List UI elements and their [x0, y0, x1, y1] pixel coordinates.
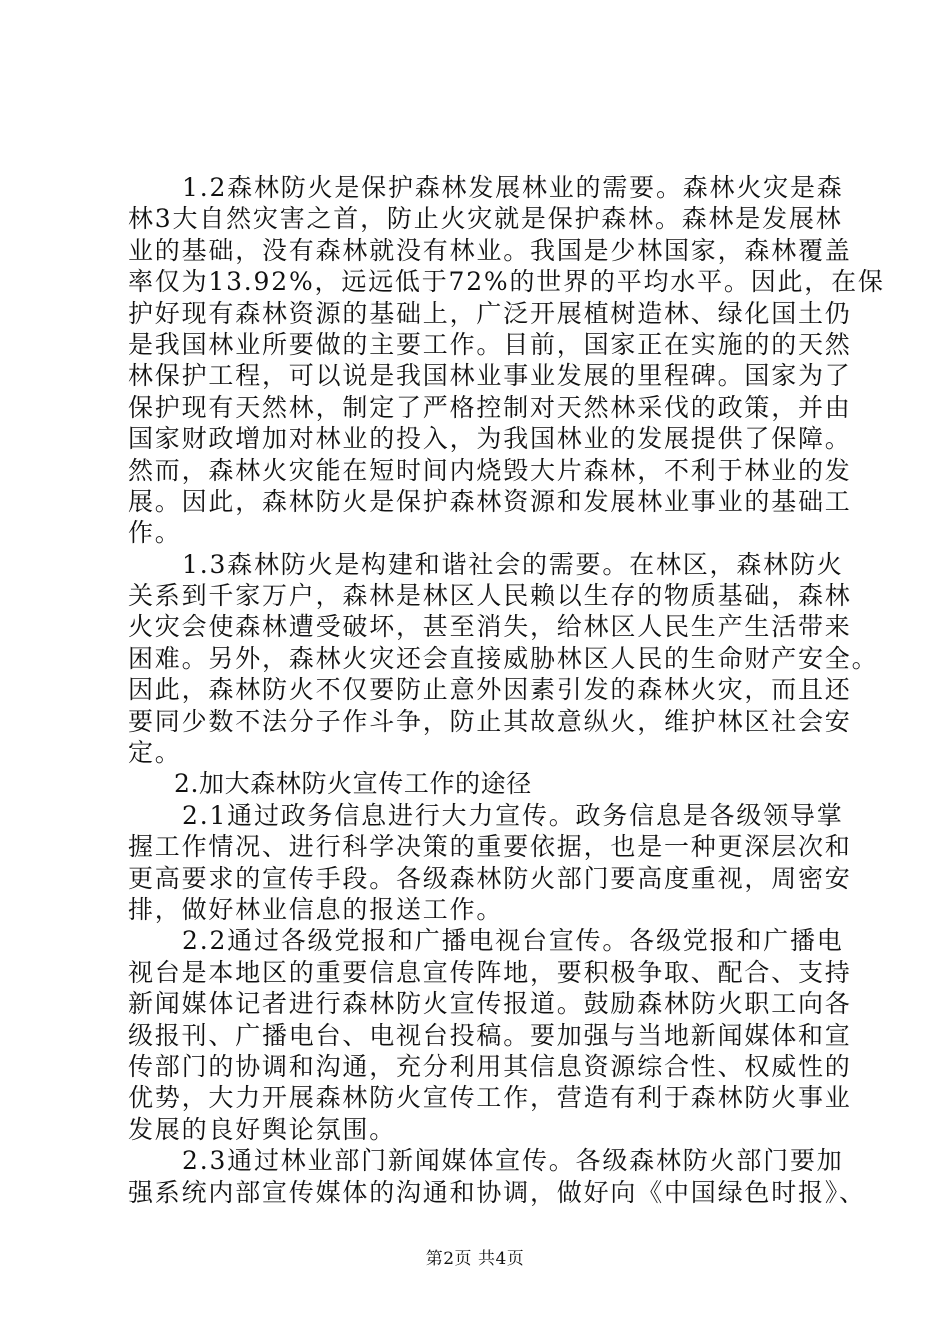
paragraph-2-3-line-1: 2.3通过林业部门新闻媒体宣传。各级森林防火部门要加 — [182, 1146, 844, 1176]
paragraph-1-2-line-8: 保护现有天然林，制定了严格控制对天然林采伐的政策，并由 — [128, 392, 852, 422]
paragraph-1-2-line-5: 护好现有森林资源的基础上，广泛开展植树造林、绿化国土仍 — [128, 298, 852, 328]
paragraph-1-2-line-6: 是我国林业所要做的主要工作。目前，国家正在实施的的天然 — [128, 329, 852, 359]
paragraph-1-3-line-6: 要同少数不法分子作斗争，防止其故意纵火，维护林区社会安 — [128, 706, 852, 736]
paragraph-2-1-line-3: 更高要求的宣传手段。各级森林防火部门要高度重视，周密安 — [128, 863, 852, 893]
paragraph-1-2-line-11: 展。因此，森林防火是保护森林资源和发展林业事业的基础工 — [128, 486, 852, 516]
paragraph-2-1-line-4: 排，做好林业信息的报送工作。 — [128, 894, 504, 924]
paragraph-2-2-line-5: 传部门的协调和沟通，充分利用其信息资源综合性、权威性的 — [128, 1051, 852, 1081]
page-number-label: 第2页 共4页 — [425, 1249, 525, 1269]
document-body — [128, 172, 885, 1208]
paragraph-1-2-line-10: 然而，森林火灾能在短时间内烧毁大片森林，不利于林业的发 — [128, 455, 852, 485]
paragraph-2-2-line-4: 级报刊、广播电台、电视台投稿。要加强与当地新闻媒体和宣 — [128, 1020, 852, 1050]
paragraph-1-2-line-4: 率仅为13.92%，远远低于72%的世界的平均水平。因此，在保 — [128, 267, 885, 297]
paragraph-2-2-line-2: 视台是本地区的重要信息宣传阵地，要积极争取、配合、支持 — [128, 957, 852, 987]
paragraph-1-2-line-7: 林保护工程，可以说是我国林业事业发展的里程碑。国家为了 — [128, 361, 852, 391]
paragraph-2-2-line-3: 新闻媒体记者进行森林防火宣传报道。鼓励森林防火职工向各 — [128, 989, 852, 1019]
paragraph-2-1-line-1: 2.1通过政务信息进行大力宣传。政务信息是各级领导掌 — [182, 800, 844, 830]
paragraph-1-2-line-2: 林3大自然灾害之首，防止火灾就是保护森林。森林是发展林 — [128, 204, 843, 234]
paragraph-1-2-line-9: 国家财政增加对林业的投入，为我国林业的发展提供了保障。 — [128, 424, 852, 454]
page-footer — [0, 1244, 950, 1269]
paragraph-2-2-line-7: 发展的良好舆论氛围。 — [128, 1114, 397, 1144]
paragraph-1-2-line-1: 1.2森林防火是保护森林发展林业的需要。森林火灾是森 — [182, 173, 844, 202]
paragraph-1-3-line-7: 定。 — [128, 738, 182, 768]
paragraph-1-3-line-5: 因此，森林防火不仅要防止意外因素引发的森林火灾，而且还 — [128, 675, 852, 705]
paragraph-1-3-line-2: 关系到千家万户，森林是林区人民赖以生存的物质基础，森林 — [128, 581, 852, 611]
paragraph-2-1-line-2: 握工作情况、进行科学决策的重要依据，也是一种更深层次和 — [128, 832, 852, 862]
paragraph-1-2-line-3: 业的基础，没有森林就没有林业。我国是少林国家，森林覆盖 — [128, 235, 852, 265]
section-heading-2: 2.加大森林防火宣传工作的途径 — [174, 769, 532, 799]
paragraph-1-3-line-4: 困难。另外，森林火灾还会直接威胁林区人民的生命财产安全。 — [128, 643, 879, 673]
paragraph-1-3-line-1: 1.3森林防火是构建和谐社会的需要。在林区，森林防火 — [182, 549, 844, 579]
paragraph-2-2-line-1: 2.2通过各级党报和广播电视台宣传。各级党报和广播电 — [182, 926, 844, 956]
paragraph-1-2-line-12: 作。 — [128, 518, 182, 548]
paragraph-1-3-line-3: 火灾会使森林遭受破坏，甚至消失，给林区人民生产生活带来 — [128, 612, 852, 642]
paragraph-2-2-line-6: 优势，大力开展森林防火宣传工作，营造有利于森林防火事业 — [128, 1083, 852, 1113]
paragraph-2-3-line-2: 强系统内部宣传媒体的沟通和协调，做好向《中国绿色时报》、 — [128, 1177, 866, 1207]
